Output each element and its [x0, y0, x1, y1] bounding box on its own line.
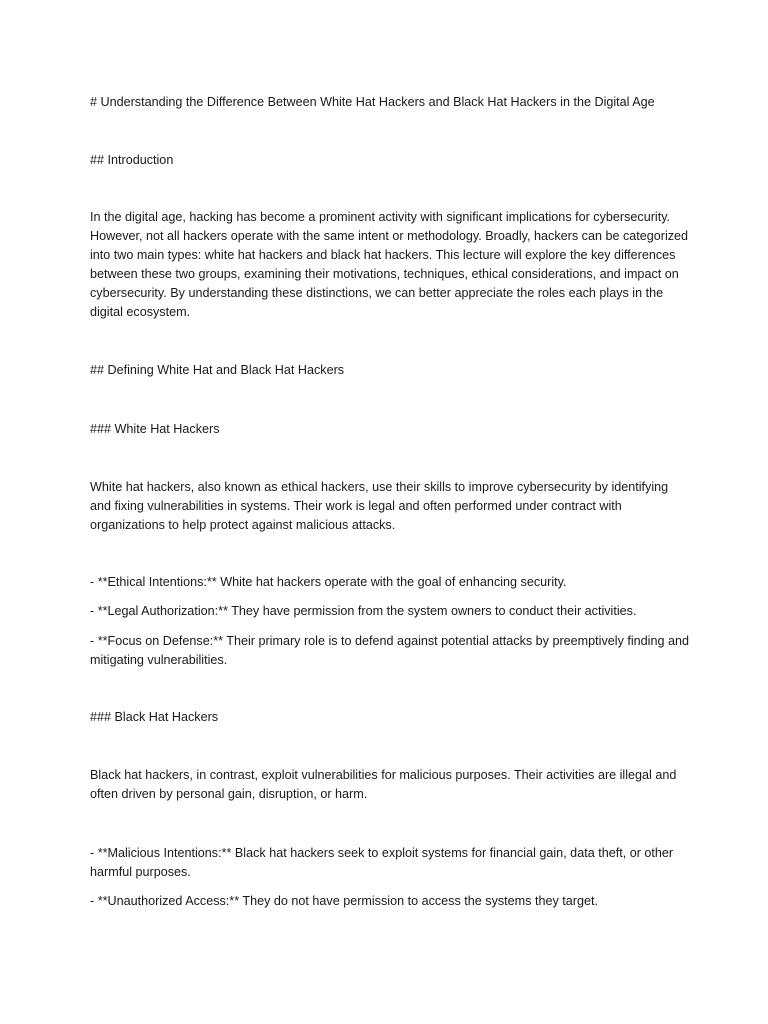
- white-hat-bullet-ethical: - **Ethical Intentions:** White hat hackers operate with the goal of enhancing security.: [90, 575, 567, 589]
- white-hat-bullet-legal: - **Legal Authorization:** They have permission from the system owners to conduct their activities.: [90, 604, 637, 618]
- black-hat-heading: ### Black Hat Hackers: [90, 710, 219, 724]
- introduction-paragraph: In the digital age, hacking has become a prominent activity with significant implications for cybersecurity. However, not all hackers operate with the same intent or methodology. Broadly, hackers can be categorized into two main types: white hat hackers and black hat hackers. This lecture will explore the key differences between these two groups, examining their motivations, techniques, ethical considerations, and impact on cybersecurity. By understanding these distinctions, we can better appreciate the roles each plays in the digital ecosystem.: [90, 210, 689, 319]
- document-title: # Understanding the Difference Between White Hat Hackers and Black Hat Hackers in the Digital Age: [90, 95, 655, 109]
- defining-heading: ## Defining White Hat and Black Hat Hackers: [90, 363, 345, 377]
- document-page: [90, 0, 690, 1024]
- black-hat-paragraph: Black hat hackers, in contrast, exploit vulnerabilities for malicious purposes. Their activities are illegal and often driven by personal gain, disruption, or harm.: [90, 768, 677, 801]
- black-hat-bullet-malicious: - **Malicious Intentions:** Black hat hackers seek to exploit systems for financial gain, data theft, or other harmful purposes.: [90, 846, 674, 879]
- black-hat-bullet-unauthorized: - **Unauthorized Access:** They do not have permission to access the systems they target.: [90, 894, 598, 908]
- white-hat-heading: ### White Hat Hackers: [90, 422, 220, 436]
- introduction-heading: ## Introduction: [90, 153, 174, 167]
- white-hat-paragraph: White hat hackers, also known as ethical hackers, use their skills to improve cybersecurity by identifying and fixing vulnerabilities in systems. Their work is legal and often performed under contract with organizations to help protect against malicious attacks.: [90, 480, 669, 532]
- white-hat-bullet-defense: - **Focus on Defense:** Their primary role is to defend against potential attacks by preemptively finding and mitigating vulnerabilities.: [90, 634, 689, 667]
